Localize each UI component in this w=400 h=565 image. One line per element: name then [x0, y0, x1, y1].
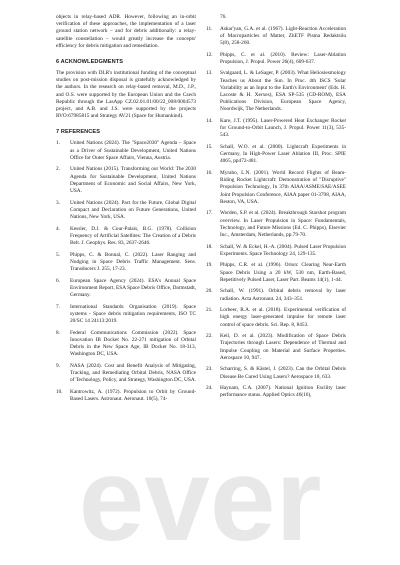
reference-item [206, 366, 346, 380]
reference-text: Worden, S.P. et al. (2024). Breakthrough Starshot program overview. In Laser Propulsion in Space: Fundamentals, Technology, and Future Missions (Ed. C. Phipps), Elsevier Inc., Amsterdam, Netherlands, pp.79-70. [220, 210, 346, 239]
reference-text: Federal Communications Commission (2022). Space Innovation IB Docket No. 22-271 mitigation of Orbital Debris in the New Space Age, IB Docket No. 18-313, Washington DC, USA. [70, 329, 196, 358]
reference-number: 7. [56, 303, 60, 310]
reference-item [56, 363, 196, 385]
reference-number: 14. [206, 118, 213, 124]
reference-number: 17. [206, 210, 213, 217]
reference-number: 13. [206, 70, 213, 77]
reference-text: United Nations (2015). Transforming our World: The 2030 Agenda for Sustainable Development, United Nations Department of Economic and Social Affairs, New York, USA. [70, 166, 196, 195]
acknowledgments-heading: 6 ACKNOWLEDGMENTS [56, 59, 124, 66]
reference-number: 10. [56, 388, 63, 395]
reference-item [206, 52, 346, 66]
references-heading: 7 REFERENCES [56, 129, 101, 136]
reference-item [56, 304, 196, 326]
reference-item [56, 166, 196, 195]
reference-item [56, 389, 196, 403]
right-column [206, 14, 346, 404]
left-column [56, 14, 196, 408]
reference-text: Phipps, C. et al. (2010). Review: Laser-Ablation Propulsion, J. Propul. Power 26(4), 609-637. [220, 51, 346, 65]
reference-text: Myrabo, L.N. (2001). World Record Flights of Beam-Riding Rocket Lightcraft: Demonstration of "Disruptive" Propulsion Technology, In 37th AIAA/ASME/SAE/ASEE Joint Propulsion Conference, AIAA paper 01-3798, AIAA, Reston, VA, USA. [220, 170, 346, 205]
reference-item [56, 278, 196, 300]
acknowledgments-paragraph: The provision with DLR's institutional funding of the conceptual studies on post-mission disposal is gratefully acknowledged by the authors. In the research on relay-based removal, M.D., J.P., and O.S. were supported by the European Union and the Czech Republic through the LasApp CZ.02.01.01/00/22_008/0004573 project, and A.B. and J.S. were supported by the projects RVO:67985815 and Strategy AV21 (Space for Humankind). [56, 70, 196, 120]
reference-number: 15. [206, 144, 213, 150]
reference-text: Svalgaard, L. & LeSager, P. (2003). What Heliosiesmology Teaches us About the Sun. In Proc. 4th ISCS 'Solar Variability as an Input to the Earth's Environment' (Eds. H. Lacoste & H. Xerxes), ESA SP-535 (CD-ROM), ESA Publications Division, European Space Agency, Noordwijk, The Netherlands. [220, 70, 346, 113]
reference-item [206, 333, 346, 362]
watermark-text: ever [78, 440, 322, 550]
reference-number: 9. [56, 362, 60, 369]
reference-text: Askar'yan, G.A. et al. (1967). Light-Reaction Acceleration of Macroparticles of Matter, ZhETF Pisma Redaktsiiu 5(8), 258-260. [220, 25, 346, 46]
reference-item [56, 140, 196, 162]
reference-text: Keil, D. et al. (2023). Modification of Space Debris Trajectories through Lasers: Dependence of Thermal and Impulse Coupling on Material and Surface Properties. Aerospace 10, 947. [220, 333, 346, 361]
reference-number: 12. [206, 51, 213, 58]
watermark [0, 440, 400, 550]
reference-number: 1. [56, 140, 60, 147]
reference-number: 8. [56, 329, 60, 336]
reference-text: Lorbeer, R.A. et al. (2018). Experimental verification of high energy laser-generated impulse for remote laser control of space debris. Sci. Rep. 8, 8453. [220, 307, 346, 328]
reference-item [206, 262, 346, 284]
reference-number: 24. [206, 385, 213, 392]
reference-item [206, 170, 346, 206]
reference-number: 23. [206, 366, 213, 373]
reference-item [206, 244, 346, 258]
reference-text: European Space Agency (2024). ESA's Annual Space Environment Report, ESA Space Debris Office, Darmstadt, Germany. [70, 277, 196, 299]
reference-text: Kessler, D.J. & Cour-Palais, B.G. (1978). Collision Frequency of Artificial Satellites: The Creation of a Debris Belt. J. Geophys. Res. 83, 2637-2646. [70, 225, 196, 247]
reference-item [206, 26, 346, 48]
reference-text: International Standards Organisation (2019). Space systems - Space debris mitigation requirements, ISO TC 20/SC 14 24113:2019. [70, 303, 196, 325]
reference-number: 19. [206, 262, 213, 269]
reference-text: Phipps, C. & Bonnal, C. (2022). Laser Ranging and Nudging in Space Debris Traffic Management. Sens. Transducers J. 255, 17-23. [70, 251, 196, 273]
reference-number: 6. [56, 277, 60, 284]
reference-text: United Nations (2024). The "Space2030" Agenda – Space as a Driver of Sustainable Development, United Nations Office for Outer Space Affairs, Vienna, Austria. [70, 140, 196, 161]
reference-list-left [56, 140, 196, 403]
reference-item [206, 288, 346, 302]
reference-number: 5. [56, 251, 60, 258]
reference-number: 2. [56, 166, 60, 173]
reference-text: 76. [220, 14, 227, 20]
reference-text: Haynam, C.A. (2007). National Ignition Facility laser performance status. Applied Optics 46(16), [220, 385, 346, 399]
reference-text: Schall, W.O. et al. (2000). Lightcraft Experiments in Germany, In High-Power Laser Ablation III, Proc. SPIE 4065, pp472-481. [220, 144, 346, 165]
reference-number: 18. [206, 243, 213, 250]
reference-text: Kare, J.T. (1995). Laser-Powered Heat Exchanger Rocket for Ground-to-Orbit Launch, J. Propul. Power 11(3), 535-543. [220, 118, 346, 139]
reference-continuation [206, 14, 346, 21]
reference-text: Schall, W. (1991). Orbital debris removal by laser radiation. Acta Astronaut. 24, 343–351. [220, 288, 346, 302]
reference-item [206, 118, 346, 140]
reference-item [206, 70, 346, 113]
reference-text: Schall, W. & Eckel, H.-A. (2004). Pulsed Laser Propulsion Experiments. Space Technology 24, 129-135. [220, 243, 346, 257]
reference-number: 22. [206, 333, 213, 340]
reference-item [56, 226, 196, 248]
reference-text: Kantrowitz, A. (1972). Propulsion to Orbit by Ground-Based Lasers. Astronaut. Aeronaut. 10(5), 74- [70, 388, 196, 403]
reference-item [56, 330, 196, 359]
reference-number: 16. [206, 170, 213, 176]
reference-item [206, 307, 346, 329]
reference-item [206, 210, 346, 239]
reference-item [56, 200, 196, 222]
reference-text: United Nations (2024). Pact for the Future, Global Digital Compact and Declaration on Future Generations, United Nations, New York, USA. [70, 199, 196, 221]
reference-list-right [206, 26, 346, 400]
reference-number: 20. [206, 288, 213, 295]
reference-text: Phipps, C.R. et al. (1996). Orion: Clearing Near-Earth Space Debris Using a 20 kW, 530 nm, Earth-Based, Repetitively Pulsed Laser, Laser Part. Beams 14(1), 1-44. [220, 262, 346, 283]
reference-number: 4. [56, 225, 60, 232]
reference-number: 11. [206, 25, 213, 32]
intro-paragraph: objects in relay-based ADR. However, following an in-orbit verification of these approaches, the implementation of a laser ground station network – and for debris additionally: a relay-satellite constellation – would greatly increase the concepts' efficiency for debris mitigation and remediation. [56, 14, 196, 49]
reference-number: 21. [206, 307, 213, 314]
reference-item [56, 252, 196, 274]
reference-text: Scharring, S. & Kästel, J. (2023). Can the Orbital Debris Disease Be Cured Using Lasers? Aerospace 10, 633. [220, 366, 346, 380]
reference-item [206, 144, 346, 166]
reference-number: 3. [56, 199, 60, 206]
reference-text: NASA (2024). Cost and Benefit Analysis of Mitigating, Tracking, and Remediating Orbital Debris, NASA Office of Technology, Policy, and Strategy, Washington DC, USA. [70, 362, 196, 384]
reference-item [206, 385, 346, 399]
